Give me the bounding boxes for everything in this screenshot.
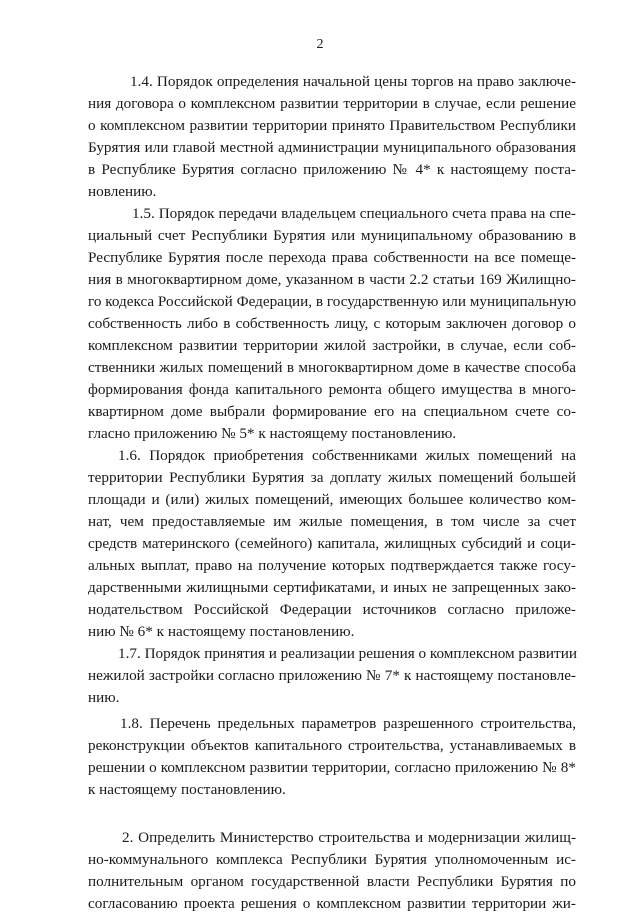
text-line: площади и (или) жилых помещений, имеющих большее количество ком- <box>88 491 576 508</box>
text-line: территории Республики Бурятия за доплату жилых помещений большей <box>88 469 576 486</box>
paragraph-1-4 <box>88 71 576 203</box>
paragraph-1-7 <box>88 643 576 709</box>
document-body <box>88 71 576 915</box>
text-line: решении о комплексном развитии территории, согласно приложению № 8* <box>88 759 576 776</box>
text-line: нежилой застройки согласно приложению № 7* к настоящему постановле- <box>88 667 576 684</box>
page-number: 2 <box>316 37 324 52</box>
text-line: но-коммунального комплекса Республики Бурятия уполномоченным ис- <box>88 851 576 868</box>
text-line: 1.5. Порядок передачи владельцем специального счета права на спе- <box>132 205 576 222</box>
text-line: средств материнского (семейного) капитала, жилищных субсидий и соци- <box>88 535 576 552</box>
text-line: 1.4. Порядок определения начальной цены торгов на право заключе- <box>130 73 576 90</box>
text-line: ственники жилых помещений в многоквартирном доме в качестве способа <box>88 359 576 376</box>
paragraph-1-6 <box>88 445 576 643</box>
text-line: согласованию проекта решения о комплексном развитии территории жи- <box>88 895 576 912</box>
text-line: ния договора о комплексном развитии территории в случае, если решение <box>88 95 576 112</box>
text-line: о комплексном развитии территории принято Правительством Республики <box>88 117 576 134</box>
text-line: собственность либо в собственность лицу, с которым заключен договор о <box>88 315 576 332</box>
text-line: комплексном развитии территории жилой застройки, в случае, если соб- <box>88 337 576 354</box>
text-line: 1.7. Порядок принятия и реализации решения о комплексном развитии <box>118 645 577 662</box>
paragraph-1-5 <box>88 203 576 445</box>
text-line: нию № 6* к настоящему постановлению. <box>88 623 355 640</box>
text-line: Бурятия или главой местной администрации муниципального образования <box>88 139 576 156</box>
text-line: к настоящему постановлению. <box>88 781 286 798</box>
text-line: нию. <box>88 689 120 706</box>
text-line: в Республике Бурятия согласно приложению № 4* к настоящему поста- <box>88 161 576 178</box>
text-line: реконструкции объектов капитального строительства, устанавливаемых в <box>88 737 576 754</box>
text-line: 1.6. Порядок приобретения собственниками жилых помещений на <box>118 447 576 464</box>
text-line: гласно приложению № 5* к настоящему постановлению. <box>88 425 457 442</box>
text-line: альных выплат, право на получение которых подтверждается также госу- <box>88 557 576 574</box>
text-line: формирования фонда капитального ремонта общего имущества в много- <box>88 381 576 398</box>
text-line: Республике Бурятия после перехода права собственности на все помеще- <box>88 249 576 266</box>
paragraph-2 <box>88 827 576 915</box>
section-spacer <box>88 801 576 827</box>
text-line: нодательством Российской Федерации источников согласно приложе- <box>88 601 576 618</box>
text-line: 2. Определить Министерство строительства и модернизации жилищ- <box>122 829 576 846</box>
text-line: 1.8. Перечень предельных параметров разрешенного строительства, <box>120 715 576 732</box>
text-line: новлению. <box>88 183 157 200</box>
text-line: го кодекса Российской Федерации, в государственную или муниципальную <box>88 293 577 310</box>
text-line: циальный счет Республики Бурятия или муниципальному образованию в <box>88 227 576 244</box>
text-line: квартирном доме выбрали формирование его на специальном счете со- <box>88 403 576 420</box>
text-line: ния в многоквартирном доме, указанном в части 2.2 статьи 169 Жилищно- <box>88 271 576 288</box>
text-line: дарственными жилищными сертификатами, и иных не запрещенных зако- <box>88 579 576 596</box>
text-line: нат, чем предоставляемые им жилые помещения, в том числе за счет <box>88 513 576 530</box>
text-line: полнительным органом государственной власти Республики Бурятия по <box>88 873 576 890</box>
paragraph-1-8 <box>88 713 576 801</box>
